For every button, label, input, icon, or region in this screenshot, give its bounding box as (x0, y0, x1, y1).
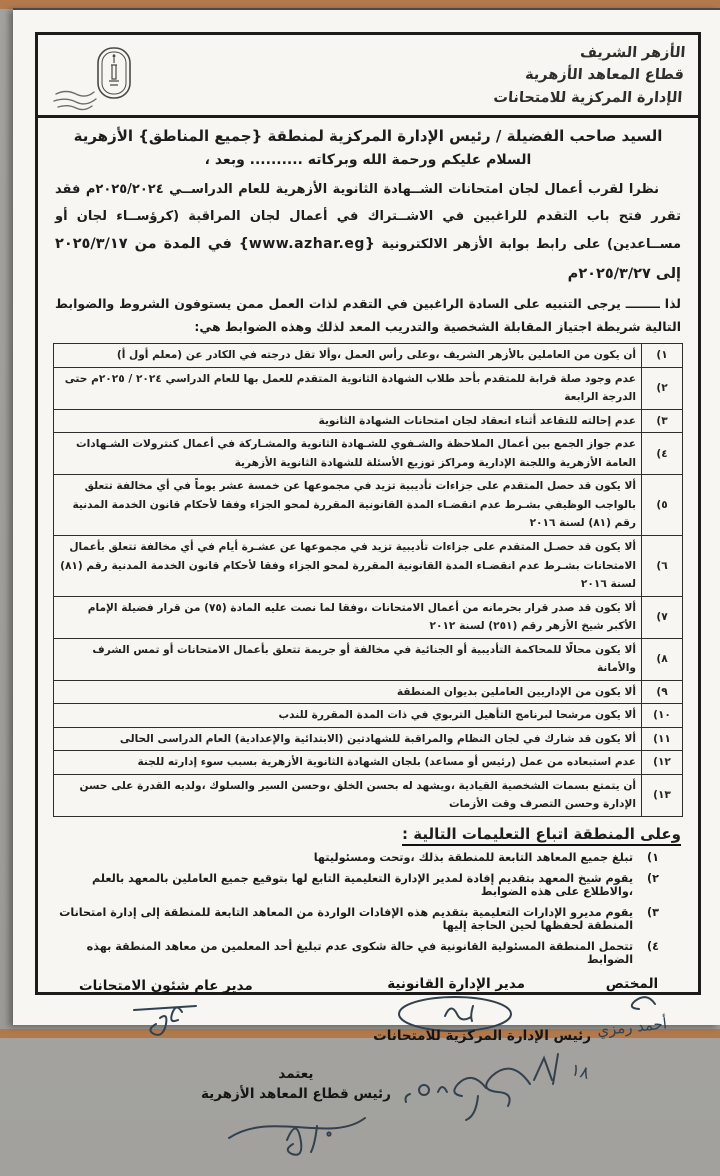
condition-number: ٧) (642, 596, 683, 638)
condition-text: عدم استبعاده من عمل (رئيس أو مساعد) بلجان الشهادة الثانوية الأزهرية بسبب سوء إدارته للجنة (54, 751, 642, 775)
condition-text: أن يتمتع بسمات الشخصية القيادية ،ويشهد له بحسن الخلق ،وحسن السير والسلوك ،ولديه القدرة على حسن الإدارة وحسن التصرف وقت الأزمات (54, 774, 642, 816)
signature-scribble-icon (120, 994, 212, 1038)
intro-text: نظرا لقرب أعمال لجان امتحانات الشــهادة الثانوية الأزهرية للعام الدراســي ٢٠٢٥/٢٠٢٤م فقد تقرر فتح باب التقدم للراغبين في الاشــتراك في أعمال لجان المراقبة (كرؤســاء لجان أو مســاعدين) على رابط بوابة الأزهر الالكترونية (55, 182, 681, 253)
portal-url: {www.azhar.eg} (238, 236, 375, 253)
condition-text: عدم وجود صلة قرابة للمتقدم بأحد طلاب الشهادة الثانوية المتقدم للعمل بها للعام الدراسي ٢٠٢٤ / ٢٠٢٥م حتى الدرجة الرابعة (54, 367, 642, 409)
directive-paragraph: لذا ــــــــ يرجى التنبيه على السادة الراغبين في التقدم لذات العمل ممن يستوفون الشروط والضوابط التالية شريطة اجتياز المقابلة الشخصية والتدريب المعد لذلك وهذه الضوابط هي: (55, 295, 681, 335)
condition-text: ألا يكون محالًا للمحاكمة التأديبية أو الجنائية في مخالفة أو جريمة تتعلق بأعمال الامتحانات أو تمس الشرف والأمانة (54, 638, 642, 680)
application-period: في المدة من ٢٠٢٥/٣/١٧ إلى ٢٠٢٥/٣/٢٧م (55, 236, 681, 282)
condition-number: ٣) (642, 409, 683, 433)
condition-number: ٨) (642, 638, 683, 680)
instruction-text: تتحمل المنطقة المسئولية القانونية في حالة شكوى عدم تبليغ أحد المعلمين من معاهد المنطقة بهذه الضوابط (86, 939, 634, 966)
signature-scribble-icon (221, 1104, 371, 1156)
instruction-number: ٣) (647, 905, 659, 919)
sector-head-label: رئيس قطاع المعاهد الأزهرية (201, 1086, 391, 1103)
table-row (54, 774, 683, 816)
addressee-line: السيد صاحب الفضيلة / رئيس الإدارة المركزية لمنطقة {جميع المناطق} الأزهرية (73, 127, 663, 145)
azhar-emblem-icon (94, 45, 134, 101)
table-row (54, 433, 683, 475)
document-frame (35, 32, 701, 1103)
letterhead-logos (48, 43, 178, 113)
list-item (53, 872, 659, 898)
instructions-list (53, 851, 683, 966)
condition-text: أن يكون من العاملين بالأزهر الشريف ،وعلى رأس العمل ،وألا تقل درجته في الكادر عن (معلم أول أ) (54, 344, 642, 368)
condition-number: ٢) (642, 367, 683, 409)
intro-paragraph (55, 177, 681, 290)
condition-text: ألا يكون قد حصـل المتقدم على جزاءات تأديبية تزيد في مجموعها عن عشـرة أيام في أي مخالفة تتعلق بأعمال الامتحانات بشـرط عدم انقضـاء المدة القانونية المقررة لمحو الجزاء وفقا لأحكام قانون الخدمة المدنية رقم (٨١) لسنة ٢٠١٦ (54, 536, 642, 597)
org-line-2: قطاع المعاهد الأزهرية (524, 67, 685, 84)
list-item (53, 940, 659, 966)
condition-number: ١٣) (642, 774, 683, 816)
handwritten-name: أحمد رمزي (596, 1014, 668, 1040)
letterhead (38, 35, 698, 118)
condition-number: ١١) (642, 727, 683, 751)
condition-number: ١٠) (642, 704, 683, 728)
table-row (54, 475, 683, 536)
official-stamp-icon (50, 87, 100, 113)
table-row (54, 751, 683, 775)
table-row (54, 727, 683, 751)
instruction-number: ١) (647, 850, 659, 864)
table-row (54, 367, 683, 409)
instructions-heading: وعلى المنطقة اتباع التعليمات التالية : (55, 825, 681, 843)
approval-signature (201, 1064, 391, 1157)
legal-director-label: مدير الإدارة القانونية (387, 975, 525, 992)
condition-number: ٤) (642, 433, 683, 475)
table-row (54, 409, 683, 433)
scanned-letter-page (13, 8, 720, 1103)
specialist-signature (596, 975, 668, 1040)
condition-number: ١٢) (642, 751, 683, 775)
table-row (54, 638, 683, 680)
condition-text: ألا يكون مرشحا لبرنامج التأهيل التربوي في ذات المدة المقررة للندب (54, 704, 642, 728)
condition-number: ١) (642, 344, 683, 368)
list-item (53, 851, 659, 864)
table-row (54, 704, 683, 728)
table-row (54, 596, 683, 638)
signature-scribble-icon (382, 1044, 582, 1126)
instruction-text: يقوم مديرو الإدارات التعليمية بتقديم هذه الإفادات الواردة من المعاهد التابعة للمنطقة إلى إدارة امتحانات المنطقة لحفظها لحين الحاجة إليها (59, 905, 634, 932)
condition-text: ألا يكون من الإداريين العاملين بديوان المنطقة (54, 680, 642, 704)
condition-number: ٦) (642, 536, 683, 597)
signatures-block (53, 976, 683, 1176)
org-line-3: الإدارة المركزية للامتحانات (493, 89, 684, 106)
salutation-line: السلام عليكم ورحمة الله وبركاته .......... وبعد ، (204, 152, 532, 168)
instruction-number: ٤) (647, 939, 659, 953)
letter-body (38, 119, 698, 1103)
central-admin-head-label: رئيس الإدارة المركزية للامتحانات (373, 1027, 591, 1044)
condition-text: ألا يكون قد شارك في لجان النظام والمراقبة للشهادتين (الابتدائية والإعدادية) العام الدراسى الحالى (54, 727, 642, 751)
table-row (54, 536, 683, 597)
approval-label: يعتمد (278, 1065, 314, 1082)
conditions-table (53, 343, 683, 817)
instruction-number: ٢) (647, 871, 659, 885)
condition-text: ألا يكون قد حصل المتقدم على جزاءات تأديبية تزيد في مجموعها عن خمسة عشر يوماً في أي مخالفة تتعلق بالواجب الوظيفي بشـرط عدم انقضـاء المدة القانونية المقررة لمحو الجزاء وفقا لأحكام قانون الخدمة المدنية رقم (٨١) لسنة ٢٠١٦ (54, 475, 642, 536)
condition-number: ٩) (642, 680, 683, 704)
specialist-label: المختص (605, 975, 659, 992)
handwritten-day: ١٨ (568, 1060, 592, 1085)
table-row (54, 680, 683, 704)
condition-number: ٥) (642, 475, 683, 536)
signature-scribble-icon (597, 992, 667, 1018)
condition-text: عدم إحالته للتقاعد أثناء انعقاد لجان امتحانات الشهادة الثانوية (54, 409, 642, 433)
instruction-text: تبلغ جميع المعاهد التابعة للمنطقة بذلك ،وتحت ومسئوليتها (313, 850, 634, 864)
table-row (54, 344, 683, 368)
org-line-1: الأزهر الشريف (579, 45, 687, 61)
instruction-text: يقوم شيخ المعهد بتقديم إفادة لمدير الإدارة التعليمية التابع لها بتوقيع جميع العاملين بالمعهد بالعلم ،والاطلاع على هذه الضوابط (92, 871, 634, 898)
condition-text: عدم جواز الجمع بين أعمال الملاحظة والشـفوي للشـهادة الثانوية والمشـاركة في أعمال كنترولات الشـهادات العامة الأزهرية واللجنة الإدارية ومراكز توزيع الأسئلة للشهادة الثانوية الأزهرية (54, 433, 642, 475)
condition-text: ألا يكون قد صدر قرار بحرمانه من أعمال الامتحانات ،وفقا لما نصت عليه المادة (٧٥) من قرار فضيلة الإمام الأكبر شيخ الأزهر رقم (٢٥١) لسنة ٢٠١٢ (54, 596, 642, 638)
list-item (53, 906, 659, 932)
exams-director-label: مدير عام شئون الامتحانات (79, 977, 253, 994)
org-calligraphy (493, 42, 687, 109)
central-admin-head-signature (373, 1028, 591, 1126)
